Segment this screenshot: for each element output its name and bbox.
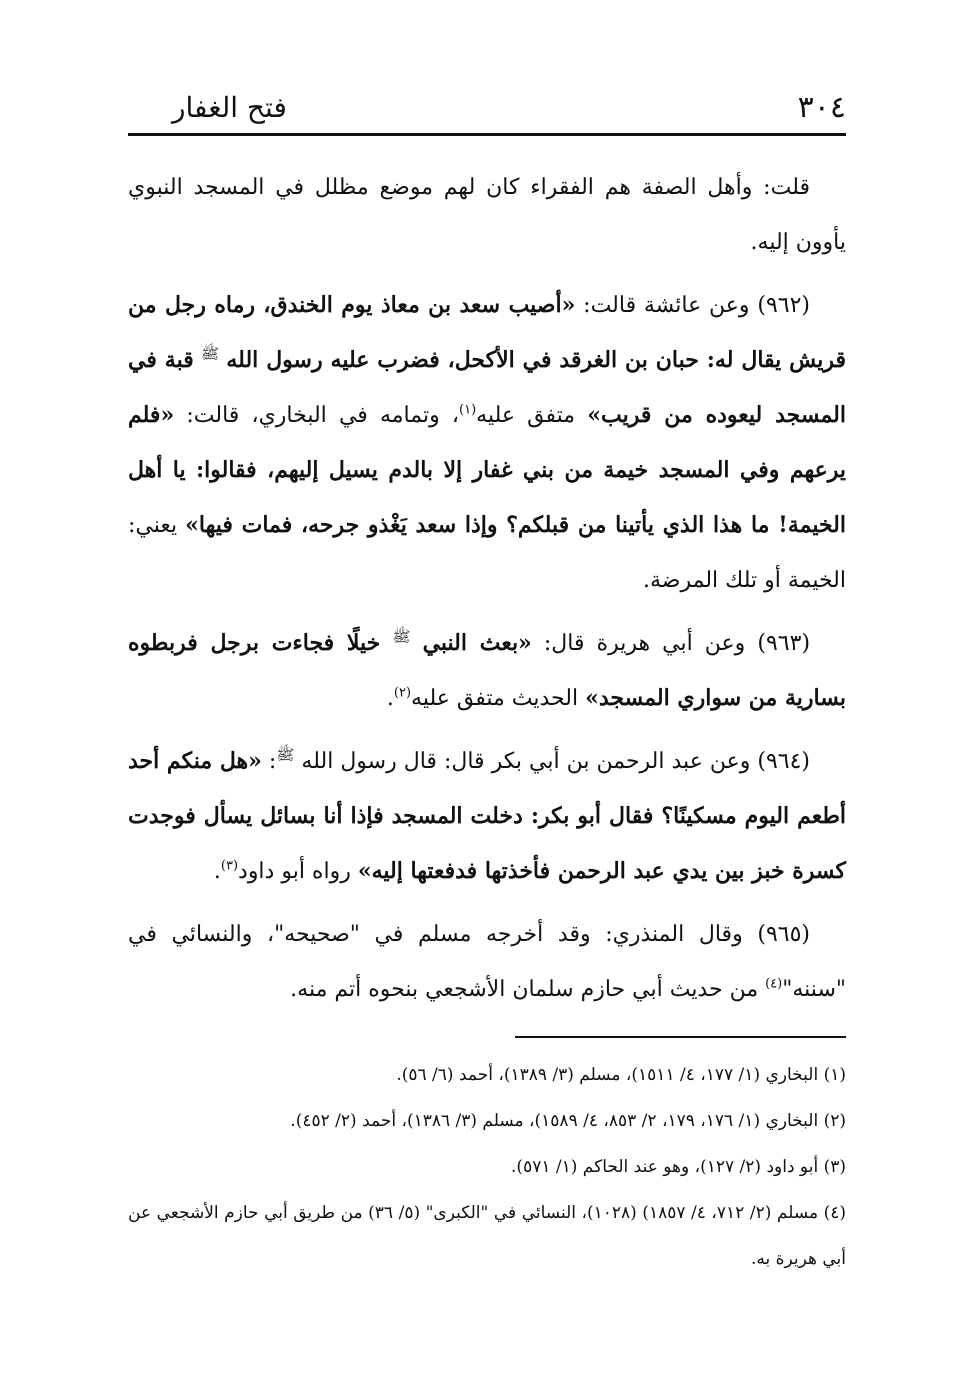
salla-glyph: ﷺ — [201, 344, 220, 363]
hadith-number: (٩٦٣) — [757, 631, 811, 656]
hadith-source: الحديث متفق عليه — [411, 686, 579, 711]
footnote-4: (٤) مسلم (٢/ ٧١٢، ٤/ ١٨٥٧) (١٠٢٨)، النسائي في "الكبرى" (٥/ ٣٦) من طريق أبي حازم الأشجعي عن أبي هريرة به. — [128, 1203, 847, 1269]
footnotes — [128, 1052, 846, 1282]
page-number: ٣٠٤ — [797, 90, 846, 125]
hadith-965 — [128, 907, 846, 1017]
footnote-ref: (٤) — [765, 976, 783, 992]
paragraph-intro — [128, 160, 846, 270]
hadith-number: (٩٦٢) — [757, 293, 810, 318]
hadith-quote: «هل منكم أحد أطعم اليوم مسكينًا؟ فقال أبو بكر: دخلت المسجد فإذا أنا بسائل يسأل فوجدت كسرة خبز بين يدي عبد الرحمن فأخذتها فدفعتها إليه» — [128, 748, 846, 884]
hadith-end: . — [213, 859, 221, 884]
hadith-962 — [128, 278, 846, 608]
hadith-source: رواه أبو داود — [238, 859, 351, 884]
hadith-intro: وعن عائشة قالت: — [583, 293, 750, 318]
hadith-quote: «أصيب سعد بن معاذ يوم الخندق، رماه رجل من قريش يقال له: حبان بن الغرقد في الأكحل، فضرب عليه رسول الله — [128, 292, 847, 373]
footnote-ref: (٢) — [393, 685, 412, 701]
paragraph-text: وقال المنذري: وقد أخرجه مسلم في "صحيحه"، والنسائي في "سننه" — [128, 922, 846, 1002]
hadith-source: متفق عليه — [476, 403, 576, 428]
header-rule — [128, 133, 846, 136]
footnote-ref: (١) — [459, 402, 477, 418]
running-title: فتح الغفار — [172, 91, 287, 124]
main-text — [128, 160, 846, 1025]
page-header — [128, 88, 846, 132]
paragraph-text-cont: من حديث أبي حازم سلمان الأشجعي بنحوه أتم منه. — [290, 977, 759, 1002]
hadith-number: (٩٦٥) — [757, 922, 810, 947]
hadith-number: (٩٦٤) — [757, 749, 810, 774]
hadith-colon: : — [268, 749, 277, 774]
salla-glyph: ﷺ — [276, 745, 295, 764]
hadith-964 — [128, 734, 846, 899]
footnote-separator — [515, 1036, 846, 1038]
footnote-1: (١) البخاري (١/ ١٧٧، ٤/ ١٥١١)، مسلم (٣/ ١٣٨٩)، أحمد (٦/ ٥٦). — [396, 1065, 846, 1085]
hadith-quote-cont: قبة في المسجد ليعوده من قريب» — [128, 347, 846, 428]
hadith-gloss: يعني: الخيمة أو تلك المرضة. — [128, 513, 846, 593]
hadith-963 — [128, 616, 846, 726]
hadith-intro: وعن عبد الرحمن بن أبي بكر قال: قال رسول الله — [301, 749, 751, 774]
hadith-intro: وعن أبي هريرة قال: — [543, 631, 746, 656]
footnote-3: (٣) أبو داود (٢/ ١٢٧)، وهو عند الحاكم (١/ ٥٧١). — [511, 1157, 846, 1177]
hadith-quote-cont: خيلًا فجاءت برجل فربطوه بسارية من سواري المسجد» — [128, 630, 846, 711]
hadith-note: ، وتمامه في البخاري، قالت: — [186, 403, 460, 428]
hadith-quote: «بعث النبي — [422, 630, 532, 656]
paragraph-text: قلت: وأهل الصفة هم الفقراء كان لهم موضع مظلل في المسجد النبوي يأوون إليه. — [128, 175, 846, 255]
salla-glyph: ﷺ — [392, 627, 411, 646]
hadith-quote-2: «فلم يرعهم وفي المسجد خيمة من بني غفار إلا بالدم يسيل إليهم، فقالوا: يا أهل الخيمة! ما هذا الذي يأتينا من قبلكم؟ وإذا سعد يَغْذو جرحه، فمات فيها» — [128, 402, 846, 538]
footnote-2: (٢) البخاري (١/ ١٧٦، ١٧٩، ٢/ ٨٥٣، ٤/ ١٥٨٩)، مسلم (٣/ ١٣٨٦)، أحمد (٢/ ٤٥٢). — [290, 1111, 846, 1131]
footnote-ref: (٣) — [220, 858, 239, 874]
hadith-end: . — [386, 686, 394, 711]
